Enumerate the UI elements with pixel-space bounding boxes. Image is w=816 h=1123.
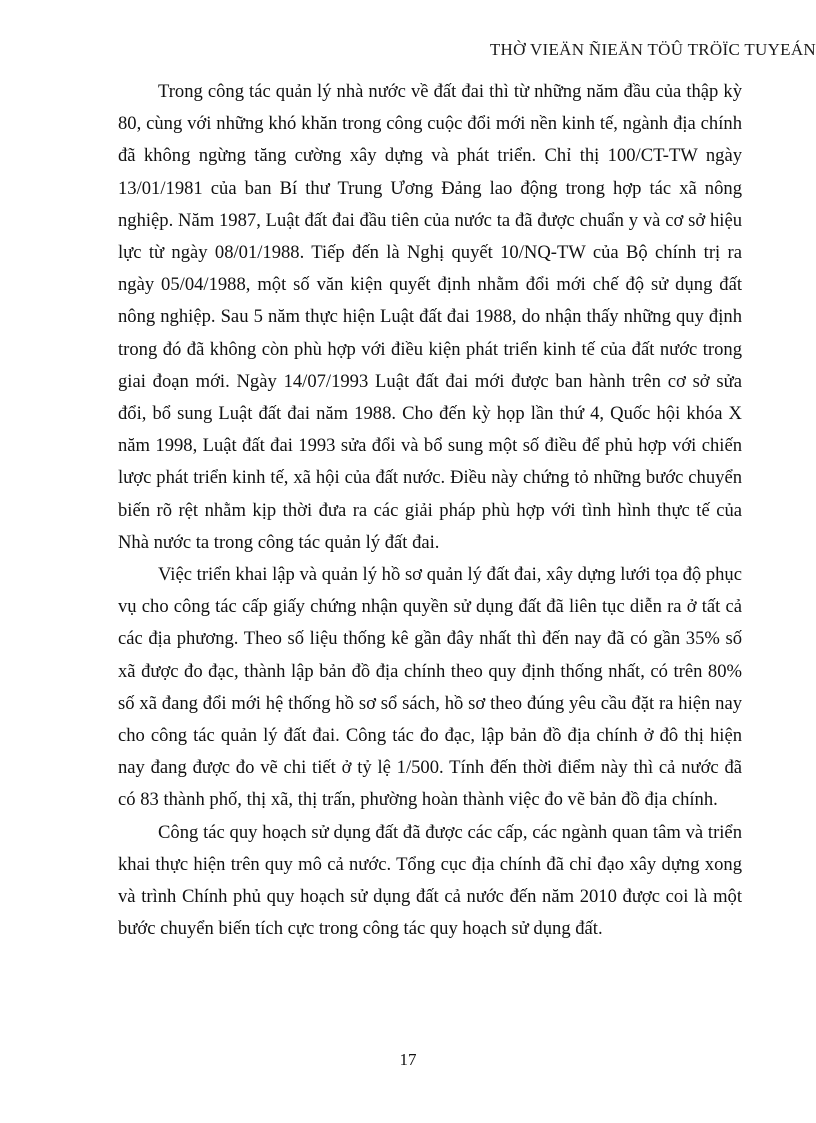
page-header: THỜ VIEÄN ÑIEÄN TÖÛ TRÖÏC TUYEÁN	[489, 40, 816, 59]
page-number: 17	[399, 1050, 417, 1069]
document-body	[118, 76, 742, 945]
paragraph-land-use-planning: Công tác quy hoạch sử dụng đất đã được các cấp, các ngành quan tâm và triển khai thực hiện trên quy mô cả nước. Tổng cục địa chính đã chỉ đạo xây dựng xong và trình Chính phủ quy hoạch sử dụng đất cả nước đến năm 2010 được coi là một bước chuyển biến tích cực trong công tác quy hoạch sử dụng đất.	[118, 821, 742, 940]
paragraph-land-management-history: Trong công tác quản lý nhà nước về đất đai thì từ những năm đầu của thập kỳ 80, cùng với những khó khăn trong công cuộc đổi mới nền kinh tế, ngành địa chính đã không ngừng tăng cường xây dựng và phát triển. Chỉ thị 100/CT-TW ngày 13/01/1981 của ban Bí thư Trung Ương Đảng lao động trong hợp tác xã nông nghiệp. Năm 1987, Luật đất đai đầu tiên của nước ta đã được chuẩn y và cơ sở hiệu lực từ ngày 08/01/1988. Tiếp đến là Nghị quyết 10/NQ-TW của Bộ chính trị ra ngày 05/04/1988, một số văn kiện quyết định nhằm đổi mới chế độ sử dụng đất nông nghiệp. Sau 5 năm thực hiện Luật đất đai 1988, do nhận thấy những quy định trong đó đã không còn phù hợp với điều kiện phát triển kinh tế của đất nước trong giai đoạn mới. Ngày 14/07/1993 Luật đất đai mới được ban hành trên cơ sở sửa đổi, bổ sung Luật đất đai năm 1988. Cho đến kỳ họp lần thứ 4, Quốc hội khóa X năm 1998, Luật đất đai 1993 sửa đổi và bổ sung một số điều để phủ hợp với chiến lược phát triển kinh tế, xã hội của đất nước. Điều này chứng tỏ những bước chuyển biến rõ rệt nhằm kịp thời đưa ra các giải pháp phù hợp với tình hình thực tế của Nhà nước ta trong công tác quản lý đất đai.	[118, 81, 742, 553]
paragraph-cadastral-records: Việc triển khai lập và quản lý hồ sơ quản lý đất đai, xây dựng lưới tọa độ phục vụ cho công tác cấp giấy chứng nhận quyền sử dụng đất đã liên tục diễn ra ở tất cả các địa phương. Theo số liệu thống kê gần đây nhất thì đến nay đã có gần 35% số xã được đo đạc, thành lập bản đồ địa chính theo quy định thống nhất, có trên 80% số xã đang đổi mới hệ thống hồ sơ sổ sách, hồ sơ theo đúng yêu cầu đặt ra hiện nay cho công tác quản lý đất đai. Công tác đo đạc, lập bản đồ địa chính ở đô thị hiện nay đang được đo vẽ chi tiết ở tỷ lệ 1/500. Tính đến thời điểm này thì cả nước đã có 83 thành phố, thị xã, thị trấn, phường hoàn thành việc đo vẽ bản đồ địa chính.	[118, 564, 742, 811]
